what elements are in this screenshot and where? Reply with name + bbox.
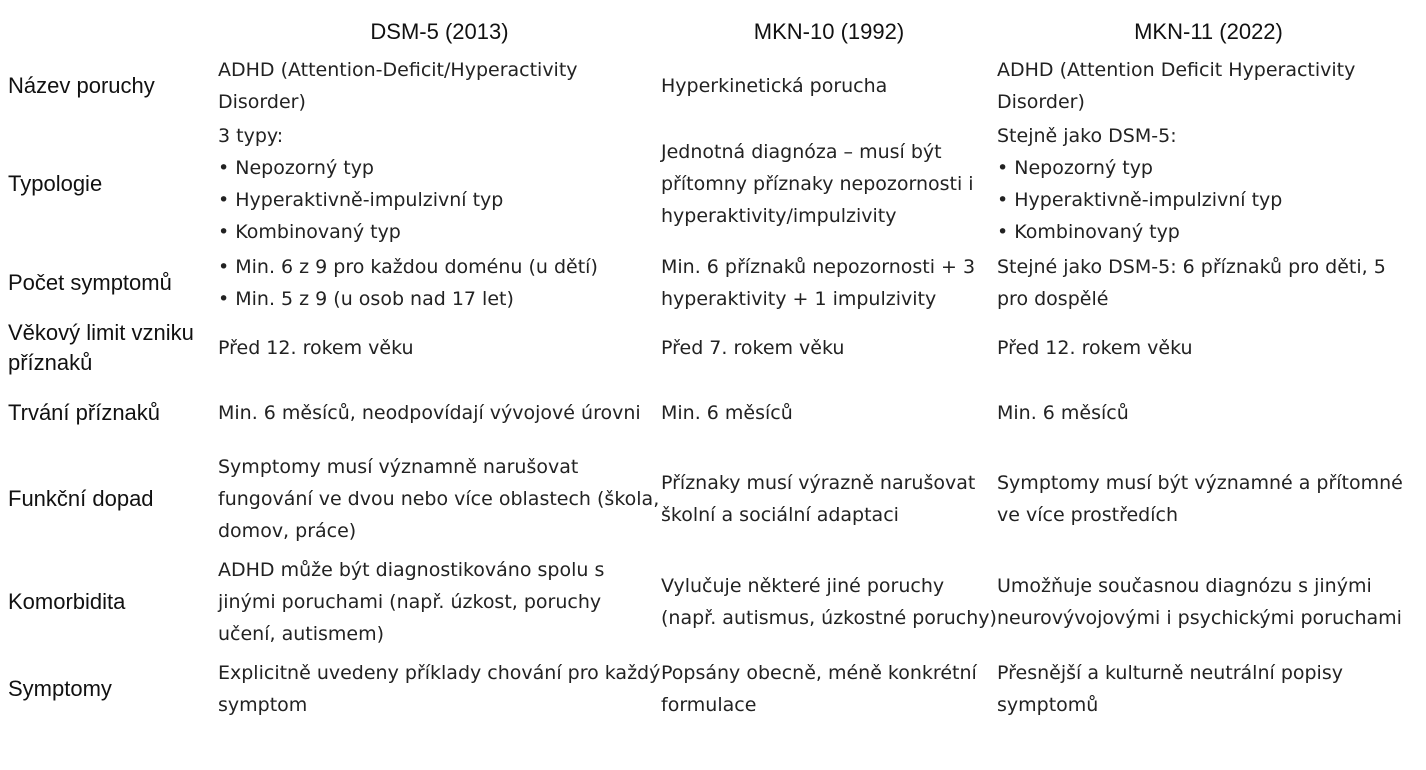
cell-dsm5	[218, 378, 661, 448]
cell-mkn11	[997, 550, 1420, 654]
cell-mkn10	[661, 448, 997, 550]
cell-dsm5	[218, 550, 661, 654]
bullet-item: • Hyperaktivně-impulzivní typ	[218, 184, 661, 216]
cell-mkn10	[661, 318, 997, 378]
table-row	[8, 654, 1420, 724]
table-row	[8, 448, 1420, 550]
row-label: Věkový limit vzniku příznaků	[8, 320, 194, 375]
bullet-item: • Nepozorný typ	[997, 152, 1420, 184]
cell-text: Stejné jako DSM-5: 6 příznaků pro děti, 5 pro dospělé	[997, 256, 1386, 310]
cell-text: Symptomy musí být významné a přítomné ve více prostředích	[997, 472, 1403, 526]
cell-dsm5	[218, 448, 661, 550]
bullet-item: • Kombinovaný typ	[218, 216, 661, 248]
bullet-item: • Min. 6 z 9 pro každou doménu (u dětí)	[218, 251, 661, 283]
cell-text: Symptomy musí významně narušovat fungování ve dvou nebo více oblastech (škola, domov, práce)	[218, 456, 660, 542]
table-row	[8, 378, 1420, 448]
cell-mkn11	[997, 448, 1420, 550]
row-label: Trvání příznaků	[8, 400, 161, 425]
bullet-item: • Min. 5 z 9 (u osob nad 17 let)	[218, 283, 661, 315]
table-row	[8, 550, 1420, 654]
cell-mkn10	[661, 550, 997, 654]
cell-mkn10	[661, 52, 997, 120]
row-label: Počet symptomů	[8, 270, 172, 295]
cell-text: Popsány obecně, méně konkrétní formulace	[661, 662, 977, 716]
bullet-item: • Kombinovaný typ	[997, 216, 1420, 248]
cell-dsm5	[218, 318, 661, 378]
row-label: Symptomy	[8, 676, 112, 701]
table-row	[8, 318, 1420, 378]
cell-mkn11	[997, 120, 1420, 248]
row-label: Název poruchy	[8, 73, 155, 98]
cell-dsm5	[218, 654, 661, 724]
cell-text: Explicitně uvedeny příklady chování pro každý symptom	[218, 662, 661, 716]
cell-text: ADHD (Attention-Deficit/Hyperactivity Disorder)	[218, 59, 578, 113]
cell-text: Min. 6 měsíců	[661, 402, 793, 424]
cell-text: Hyperkinetická porucha	[661, 75, 888, 97]
table-row	[8, 120, 1420, 248]
header-mkn10: MKN-10 (1992)	[753, 19, 905, 44]
cell-intro: 3 typy:	[218, 125, 284, 147]
cell-mkn10	[661, 248, 997, 318]
cell-text: Před 7. rokem věku	[661, 337, 845, 359]
cell-text: Před 12. rokem věku	[218, 337, 414, 359]
row-label: Funkční dopad	[8, 486, 154, 511]
cell-text: Vylučuje některé jiné poruchy (např. autismus, úzkostné poruchy)	[661, 575, 997, 629]
cell-mkn11	[997, 654, 1420, 724]
row-label: Typologie	[8, 171, 103, 196]
header-mkn11: MKN-11 (2022)	[1134, 19, 1283, 44]
cell-text: Přesnější a kulturně neutrální popisy symptomů	[997, 662, 1343, 716]
table-row	[8, 248, 1420, 318]
cell-mkn11	[997, 378, 1420, 448]
cell-text: Jednotná diagnóza – musí být přítomny příznaky nepozornosti i hyperaktivity/impulzivity	[661, 141, 974, 227]
table-row	[8, 52, 1420, 120]
bullet-item: • Nepozorný typ	[218, 152, 661, 184]
cell-text: ADHD (Attention Deficit Hyperactivity Disorder)	[997, 59, 1356, 113]
header-empty	[8, 12, 218, 52]
cell-text: Min. 6 měsíců, neodpovídají vývojové úrovni	[218, 402, 641, 424]
cell-dsm5	[218, 248, 661, 318]
cell-text: Příznaky musí výrazně narušovat školní a sociální adaptaci	[661, 472, 976, 526]
cell-mkn11	[997, 52, 1420, 120]
row-label: Komorbidita	[8, 589, 126, 614]
cell-mkn11	[997, 318, 1420, 378]
cell-text: Min. 6 měsíců	[997, 402, 1129, 424]
header-row	[8, 12, 1420, 52]
cell-text: Min. 6 příznaků nepozornosti + 3 hyperaktivity + 1 impulzivity	[661, 256, 976, 310]
cell-mkn10	[661, 654, 997, 724]
cell-text: ADHD může být diagnostikováno spolu s jinými poruchami (např. úzkost, poruchy učení, autismem)	[218, 559, 605, 645]
cell-text: Před 12. rokem věku	[997, 337, 1193, 359]
cell-mkn10	[661, 120, 997, 248]
comparison-table	[8, 12, 1420, 724]
cell-mkn11	[997, 248, 1420, 318]
cell-dsm5	[218, 52, 661, 120]
cell-dsm5	[218, 120, 661, 248]
cell-intro: Stejně jako DSM-5:	[997, 125, 1177, 147]
bullet-item: • Hyperaktivně-impulzivní typ	[997, 184, 1420, 216]
cell-text: Umožňuje současnou diagnózu s jinými neurovývojovými i psychickými poruchami	[997, 575, 1402, 629]
cell-mkn10	[661, 378, 997, 448]
header-dsm5: DSM-5 (2013)	[370, 19, 509, 44]
